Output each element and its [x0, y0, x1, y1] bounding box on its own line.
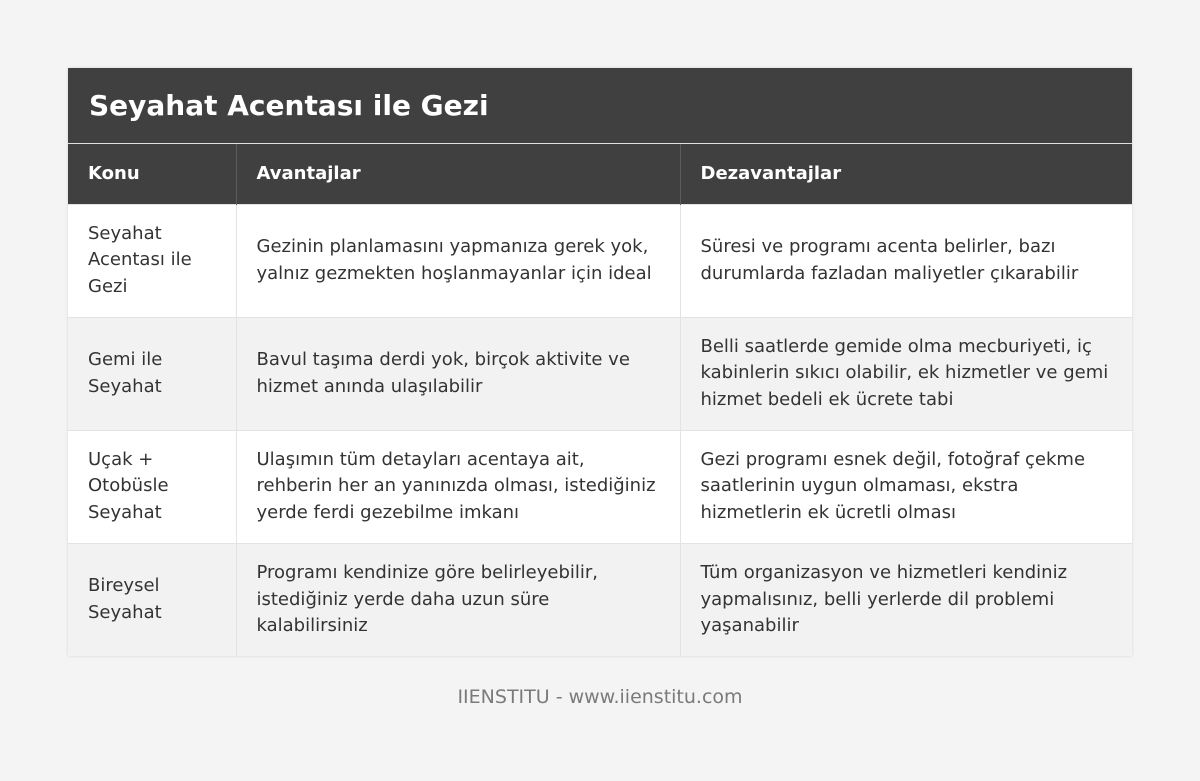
table-row	[68, 317, 1132, 430]
table-row	[68, 543, 1132, 656]
comparison-table-card	[68, 68, 1132, 656]
cell-advantages: Ulaşımın tüm detayları acentaya ait, rehberin her an yanınızda olması, istediğiniz yerde ferdi gezebilme imkanı	[236, 430, 680, 543]
comparison-table	[68, 144, 1132, 656]
footer-credit: IIENSTITU - www.iienstitu.com	[457, 686, 743, 708]
table-row	[68, 204, 1132, 317]
header-disadvantages: Dezavantajlar	[700, 163, 842, 185]
cell-disadvantages: Belli saatlerde gemide olma mecburiyeti, iç kabinlerin sıkıcı olabilir, ek hizmetler ve gemi hizmet bedeli ek ücrete tabi	[680, 317, 1132, 430]
cell-advantages: Programı kendinize göre belirleyebilir, istediğiniz yerde daha uzun süre kalabilirsiniz	[236, 543, 680, 656]
cell-topic: Uçak + Otobüsle Seyahat	[68, 430, 236, 543]
cell-advantages: Bavul taşıma derdi yok, birçok aktivite ve hizmet anında ulaşılabilir	[236, 317, 680, 430]
header-advantages: Avantajlar	[236, 144, 680, 204]
cell-advantages: Gezinin planlamasını yapmanıza gerek yok, yalnız gezmekten hoşlanmayanlar için ideal	[236, 204, 680, 317]
cell-topic: Seyahat Acentası ile Gezi	[68, 204, 236, 317]
cell-topic: Gemi ile Seyahat	[68, 317, 236, 430]
cell-topic: Bireysel Seyahat	[68, 543, 236, 656]
table-header-row	[68, 144, 1132, 204]
header-topic: Konu	[68, 144, 236, 204]
cell-disadvantages: Gezi programı esnek değil, fotoğraf çekme saatlerinin uygun olmaması, ekstra hizmetlerin ek ücretli olması	[680, 430, 1132, 543]
cell-disadvantages: Süresi ve programı acenta belirler, bazı durumlarda fazladan maliyetler çıkarabilir	[680, 204, 1132, 317]
table-row	[68, 430, 1132, 543]
table-title: Seyahat Acentası ile Gezi	[68, 68, 1132, 144]
cell-disadvantages: Tüm organizasyon ve hizmetleri kendiniz yapmalısınız, belli yerlerde dil problemi yaşanabilir	[680, 543, 1132, 656]
